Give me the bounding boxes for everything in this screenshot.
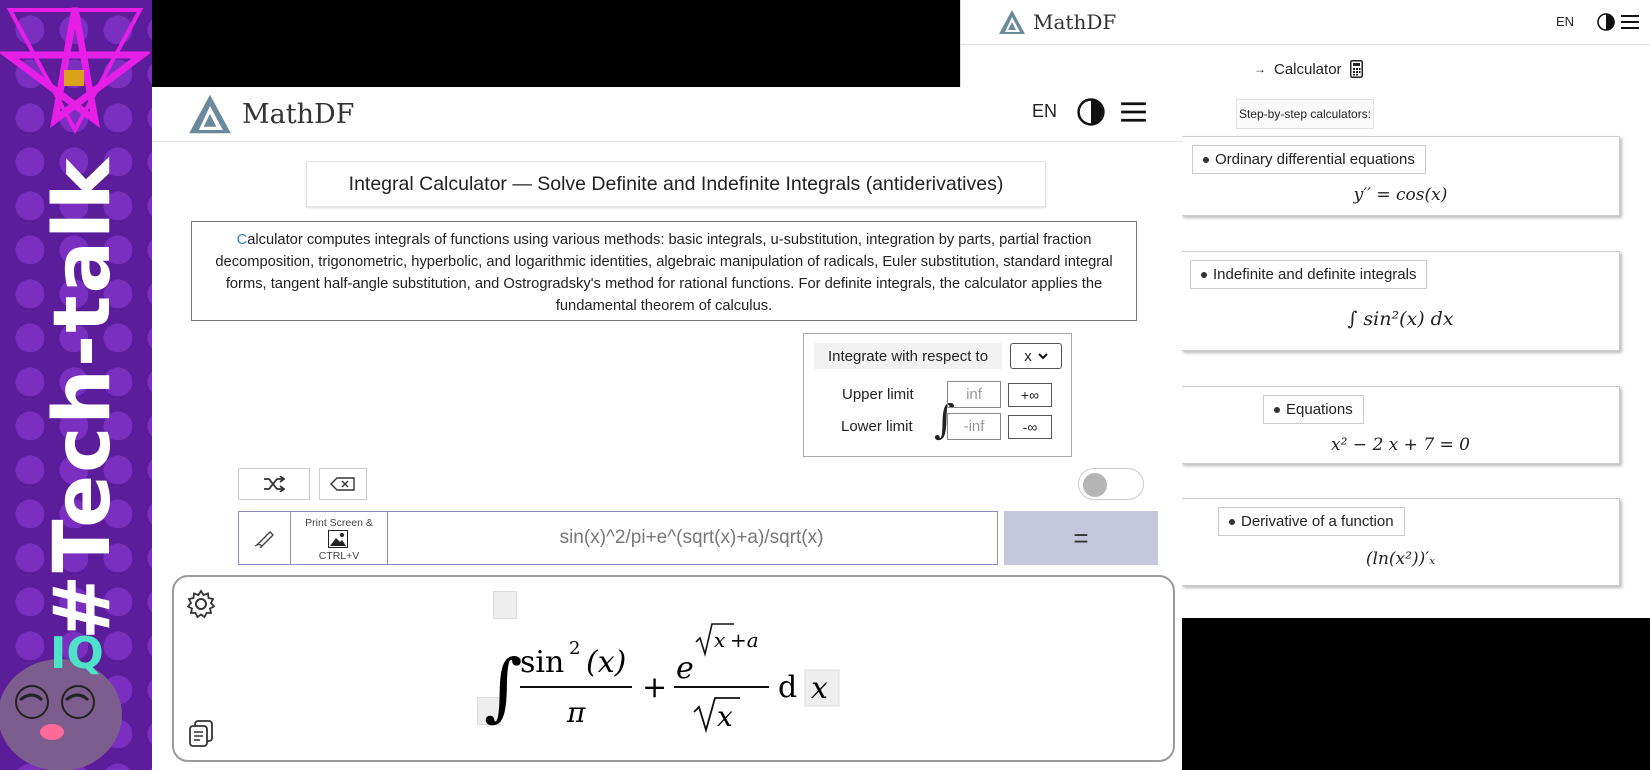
card-derivative-label[interactable]: Derivative of a function bbox=[1218, 507, 1405, 536]
svg-text:+: + bbox=[642, 670, 668, 705]
card-derivative-expr: (ln(x²))′ₓ bbox=[1365, 549, 1436, 569]
card-equations[interactable] bbox=[1181, 386, 1620, 464]
calculate-button[interactable]: = bbox=[1004, 511, 1158, 565]
wrt-label: Integrate with respect to bbox=[814, 343, 1002, 369]
lower-limit-input[interactable]: -inf bbox=[947, 413, 1001, 440]
variable-select[interactable] bbox=[1010, 343, 1062, 369]
card-equations-label[interactable]: Equations bbox=[1263, 395, 1364, 424]
integral-symbol: ∫ bbox=[484, 644, 523, 730]
back-logo[interactable] bbox=[997, 8, 1116, 36]
card-integrals-expr: ∫ sin²(x) dx bbox=[1347, 308, 1454, 330]
minus-infinity-button[interactable]: -∞ bbox=[1008, 415, 1052, 439]
mathdf-logo-icon bbox=[186, 91, 234, 137]
svg-text:e: e bbox=[676, 651, 694, 686]
upper-limit-label: Upper limit bbox=[842, 386, 914, 403]
front-header bbox=[152, 87, 1182, 142]
svg-text:(x): (x) bbox=[586, 645, 627, 680]
svg-text:+a: +a bbox=[730, 628, 759, 652]
clear-button[interactable] bbox=[319, 468, 367, 500]
description-text: alculator computes integrals of functions using various methods: basic integrals, u-substitution, integration by parts, partial fraction decomposition, trigonometric, hyperbolic, and logarithmic identities, algebraic manipulation of radicals, Euler substitution, standard integral forms, tangent half-angle substitution, and Ostrogradsky's method for rational functions. For definite integrals, the calculator applies the fundamental theorem of calculus. bbox=[215, 232, 1113, 314]
svg-text:2: 2 bbox=[569, 638, 581, 659]
plus-infinity-button[interactable]: +∞ bbox=[1008, 383, 1052, 407]
mathdf-logo-icon bbox=[997, 8, 1027, 36]
paste-image-button[interactable] bbox=[290, 512, 388, 564]
card-ode-expr: y′′ = cos(x) bbox=[1353, 185, 1448, 205]
star-logo-icon bbox=[0, 0, 150, 150]
svg-text:sin: sin bbox=[520, 645, 565, 680]
mascot-icon bbox=[0, 620, 152, 770]
integral-sign-icon: ∫ bbox=[934, 397, 955, 443]
back-header bbox=[961, 0, 1650, 45]
tech-talk-banner bbox=[0, 0, 152, 770]
copy-icon[interactable] bbox=[188, 720, 214, 748]
back-brand: MathDF bbox=[1033, 10, 1117, 34]
formula-preview bbox=[172, 575, 1175, 762]
rendered-formula bbox=[484, 602, 844, 742]
paste-bottom-label: CTRL+V bbox=[318, 550, 360, 562]
shuffle-button[interactable] bbox=[238, 468, 310, 500]
lower-limit-label: Lower limit bbox=[841, 418, 913, 435]
limits-panel bbox=[803, 333, 1072, 457]
handwriting-button[interactable] bbox=[239, 512, 291, 564]
front-menu-icon[interactable] bbox=[1120, 101, 1147, 123]
page-title: Integral Calculator — Solve Definite and Indefinite Integrals (antiderivatives) bbox=[306, 161, 1046, 207]
integration-variable: x bbox=[811, 671, 828, 706]
step-by-step-label: Step-by-step calculators: bbox=[1236, 99, 1374, 129]
card-ode[interactable] bbox=[1181, 136, 1620, 216]
svg-text:x: x bbox=[714, 628, 726, 652]
svg-text:π: π bbox=[567, 696, 586, 729]
front-lang-selector[interactable]: EN bbox=[1032, 101, 1058, 121]
shuffle-icon bbox=[263, 476, 285, 492]
banner-text: #Tech-talk bbox=[38, 156, 128, 640]
chevron-down-icon bbox=[1038, 353, 1048, 360]
calculator-link-label: Calculator bbox=[1274, 60, 1342, 78]
card-integrals-label[interactable]: Indefinite and definite integrals bbox=[1190, 260, 1427, 289]
description-box bbox=[191, 221, 1137, 321]
svg-text:x: x bbox=[717, 700, 733, 733]
mascot-logo-text: IQ bbox=[50, 628, 104, 679]
back-contrast-icon[interactable] bbox=[1597, 13, 1615, 31]
card-ode-label[interactable]: Ordinary differential equations bbox=[1192, 145, 1426, 174]
image-icon bbox=[328, 530, 348, 548]
backspace-icon bbox=[330, 477, 356, 491]
upper-limit-input[interactable]: inf bbox=[947, 381, 1001, 408]
gear-icon[interactable] bbox=[186, 589, 216, 619]
arrow-right-icon: → bbox=[1254, 62, 1266, 76]
front-contrast-icon[interactable] bbox=[1077, 98, 1105, 126]
card-derivative[interactable] bbox=[1181, 498, 1620, 586]
calculator-link[interactable] bbox=[1254, 60, 1363, 78]
paste-top-label: Print Screen & bbox=[305, 517, 373, 529]
expression-input-row bbox=[238, 511, 998, 565]
svg-text:d: d bbox=[778, 670, 798, 705]
front-logo[interactable] bbox=[186, 87, 354, 141]
front-brand: MathDF bbox=[242, 98, 355, 130]
mode-toggle[interactable] bbox=[1078, 468, 1144, 500]
pen-icon bbox=[254, 528, 276, 548]
card-integrals[interactable] bbox=[1181, 251, 1620, 351]
integral-calculator-window bbox=[152, 87, 1182, 770]
variable-value: x bbox=[1024, 347, 1032, 365]
back-menu-icon[interactable] bbox=[1621, 14, 1639, 30]
description-initial: C bbox=[236, 232, 248, 248]
calculator-icon bbox=[1350, 60, 1363, 78]
card-equations-expr: x² − 2 x + 7 = 0 bbox=[1331, 435, 1470, 455]
expression-input[interactable]: sin(x)^2/pi+e^(sqrt(x)+a)/sqrt(x) bbox=[559, 527, 824, 548]
back-lang-selector[interactable]: EN bbox=[1556, 14, 1575, 29]
